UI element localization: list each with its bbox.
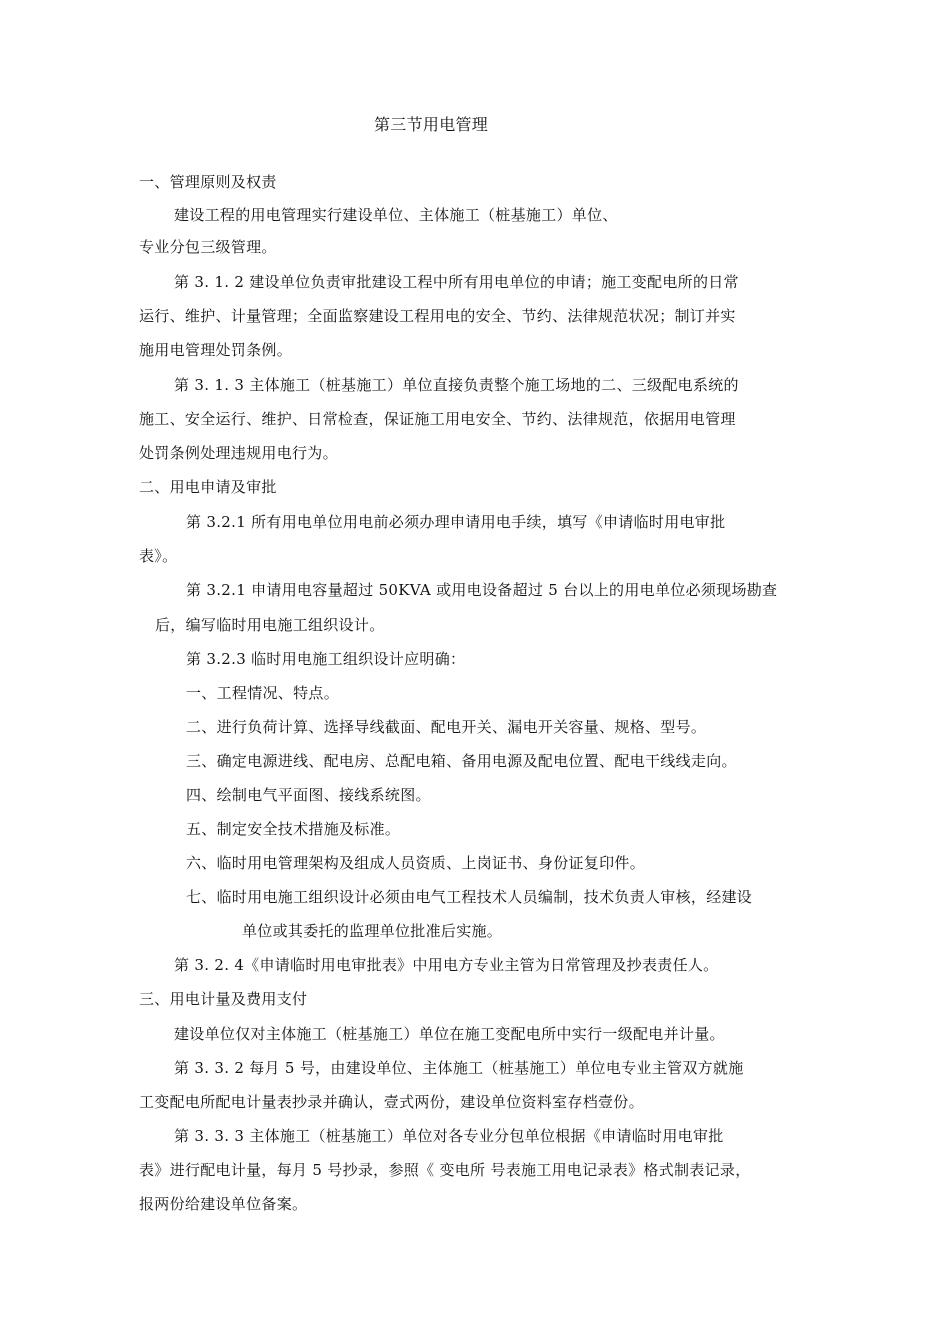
- paragraph-line: 报两份给建设单位备案。: [139, 1195, 308, 1213]
- paragraph-line: 运行、维护、计量管理；全面监察建设工程用电的安全、节约、法律规范状况；制订并实: [139, 307, 736, 325]
- paragraph-line: 第 3. 2. 4《申请临时用电审批表》中用电方专业主管为日常管理及抄表责任人。: [174, 956, 719, 974]
- paragraph-line: 表》。: [139, 547, 178, 565]
- paragraph-line: 表》进行配电计量，每月 5 号抄录，参照《 变电所 号表施工用电记录表》格式制表记录，: [139, 1161, 751, 1179]
- paragraph-line: 第 3. 3. 3 主体施工（桩基施工）单位对各专业分包单位根据《申请临时用电审批: [174, 1127, 724, 1145]
- paragraph-line: 第 3. 1. 3 主体施工（桩基施工）单位直接负责整个施工场地的二、三级配电系统的: [174, 376, 739, 394]
- list-item: 五、制定安全技术措施及标准。: [186, 820, 401, 838]
- list-item: 一、工程情况、特点。: [186, 684, 340, 702]
- section-heading-3: 三、用电计量及费用支付: [139, 990, 308, 1008]
- list-item: 七、临时用电施工组织设计必须由电气工程技术人员编制，技术负责人审核，经建设: [186, 888, 753, 906]
- paragraph-line: 施用电管理处罚条例。: [139, 341, 293, 359]
- paragraph-line: 施工、安全运行、维护、日常检查，保证施工用电安全、节约、法律规范，依据用电管理: [139, 410, 736, 428]
- paragraph-line: 处罚条例处理违规用电行为。: [139, 444, 338, 462]
- paragraph-line: 后，编写临时用电施工组织设计。: [155, 616, 385, 634]
- paragraph-line: 工变配电所配电计量表抄录并确认，壹式两份，建设单位资料室存档壹份。: [139, 1093, 644, 1111]
- list-item: 六、临时用电管理架构及组成人员资质、上岗证书、身份证复印件。: [186, 854, 646, 872]
- list-item: 二、进行负荷计算、选择导线截面、配电开关、漏电开关容量、规格、型号。: [186, 718, 707, 736]
- paragraph-line: 第 3.2.1 申请用电容量超过 50KVA 或用电设备超过 5 台以上的用电单位必须现场勘查: [186, 581, 778, 599]
- section-heading-2: 二、用电申请及审批: [139, 478, 277, 496]
- page-title: 第三节用电管理: [374, 115, 489, 134]
- paragraph-line: 第 3. 1. 2 建设单位负责审批建设工程中所有用电单位的申请；施工变配电所的日常: [174, 273, 739, 291]
- paragraph-line: 建设工程的用电管理实行建设单位、主体施工（桩基施工）单位、: [174, 206, 618, 224]
- list-item: 四、绘制电气平面图、接线系统图。: [186, 786, 431, 804]
- list-item-continuation: 单位或其委托的监理单位批准后实施。: [242, 922, 503, 940]
- list-item: 三、确定电源进线、配电房、总配电箱、备用电源及配电位置、配电干线线走向。: [186, 752, 737, 770]
- paragraph-line: 第 3. 3. 2 每月 5 号，由建设单位、主体施工（桩基施工）单位电专业主管双方就施: [174, 1059, 744, 1077]
- paragraph-line: 第 3.2.1 所有用电单位用电前必须办理申请用电手续，填写《申请临时用电审批: [186, 513, 726, 531]
- paragraph-line: 建设单位仅对主体施工（桩基施工）单位在施工变配电所中实行一级配电并计量。: [174, 1025, 725, 1043]
- section-heading-1: 一、管理原则及权责: [139, 173, 277, 191]
- paragraph-line: 第 3.2.3 临时用电施工组织设计应明确：: [186, 650, 466, 668]
- paragraph-line: 专业分包三级管理。: [139, 238, 277, 256]
